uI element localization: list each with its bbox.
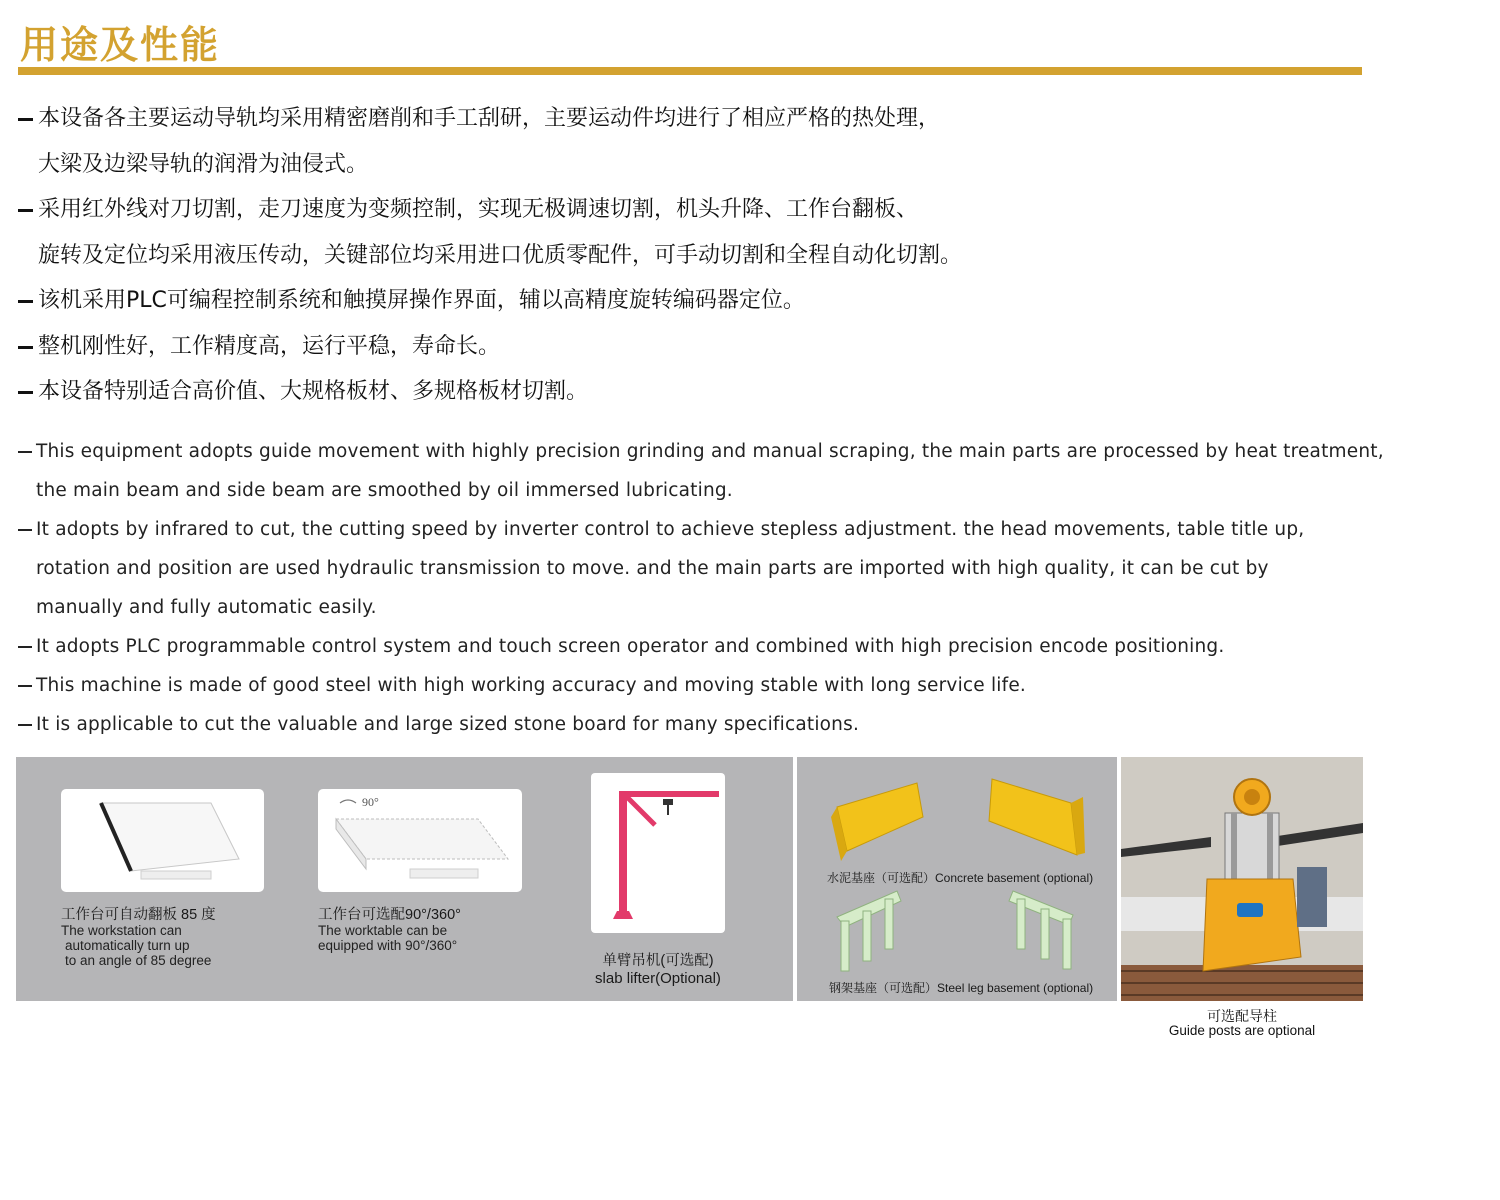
rotate-caption-zh: 工作台可选配90°/360° [318, 907, 461, 923]
feature-en-item [18, 432, 1478, 510]
feature-zh-item [18, 187, 1418, 278]
feature-zh-line: 旋转及定位均采用液压传动，关键部位均采用进口优质零配件，可手动切割和全程自动化切割。 [38, 242, 963, 268]
rotate-angle-label: 90° [362, 795, 379, 809]
tilt-caption-en [61, 923, 211, 968]
feature-en-line: It adopts PLC programmable control system and touch screen operator and combined with high precision encode positioning. [36, 636, 1225, 657]
concrete-basement-caption-en: Concrete basement (optional) [935, 871, 1094, 885]
concrete-basement-illustration [797, 757, 1117, 867]
tilt-caption-zh: 工作台可自动翻板 85 度 [61, 907, 216, 923]
feature-zh-line: 该机采用PLC可编程控制系统和触摸屏操作界面，辅以高精度旋转编码器定位。 [38, 288, 805, 313]
feature-zh-item [18, 278, 1418, 324]
options-panel-worktable [16, 757, 793, 1001]
lifter-caption-en: slab lifter(Optional) [595, 970, 721, 987]
rotate-caption-en [318, 923, 457, 953]
feature-en-item [18, 627, 1478, 666]
tilt-table-illustration [61, 789, 264, 892]
lifter-card [591, 773, 725, 933]
steel-leg-basement-illustration [797, 885, 1117, 975]
concrete-basement-caption-zh: 水泥基座（可选配） [827, 871, 936, 885]
feature-en-item [18, 705, 1478, 744]
steel-basement-caption [829, 979, 1093, 996]
feature-en-line: manually and fully automatic easily. [36, 597, 377, 618]
page-title: 用途及性能 [20, 23, 221, 67]
features-en-list [18, 432, 1478, 744]
options-panel-basement [797, 757, 1117, 1001]
feature-zh-line: 本设备各主要运动导轨均采用精密磨削和手工刮研，主要运动件均进行了相应严格的热处理， [38, 106, 941, 131]
feature-zh-item [18, 369, 1418, 415]
concrete-basement-caption [827, 869, 1093, 886]
steel-basement-caption-zh: 钢架基座（可选配） [829, 981, 938, 995]
rotate-card [318, 789, 522, 892]
feature-en-item [18, 510, 1478, 627]
slab-lifter-illustration [591, 773, 725, 933]
feature-en-line: rotation and position are used hydraulic transmission to move. and the main parts are imported with high quality, it can be cut by [36, 558, 1269, 579]
tilt-caption-en-line: The workstation can [61, 923, 182, 938]
lifter-caption-zh: 单臂吊机(可选配) [602, 953, 714, 969]
feature-en-line: It is applicable to cut the valuable and large sized stone board for many specifications. [36, 714, 860, 735]
feature-zh-item [18, 96, 1418, 187]
feature-en-item [18, 666, 1478, 705]
guide-posts-photo [1121, 757, 1363, 1001]
feature-zh-line: 本设备特别适合高价值、大规格板材、多规格板材切割。 [38, 379, 589, 404]
rotate-caption-en-line: equipped with 90°/360° [318, 938, 458, 953]
feature-en-line: the main beam and side beam are smoothed by oil immersed lubricating. [36, 480, 733, 501]
steel-basement-caption-en: Steel leg basement (optional) [937, 981, 1094, 995]
machine-photo-illustration [1121, 757, 1363, 1001]
tilt-card [61, 789, 264, 892]
feature-en-line: This equipment adopts guide movement with highly precision grinding and manual scraping, the main parts are processed by heat treatment, [36, 441, 1384, 462]
rotate-table-illustration [318, 789, 522, 892]
feature-zh-line: 采用红外线对刀切割，走刀速度为变频控制，实现无极调速切割，机头升降、工作台翻板、 [38, 197, 919, 222]
tilt-caption-en-line: to an angle of 85 degree [65, 953, 212, 968]
feature-zh-line: 整机刚性好，工作精度高，运行平稳，寿命长。 [38, 333, 501, 359]
tilt-caption-en-line: automatically turn up [65, 938, 190, 953]
title-divider [18, 67, 1362, 75]
guide-caption-en: Guide posts are optional [1168, 1023, 1316, 1038]
rotate-caption-en-line: The worktable can be [318, 923, 448, 938]
feature-en-line: It adopts by infrared to cut, the cutting speed by inverter control to achieve stepless adjustment. the head movements, table title up, [36, 519, 1305, 540]
feature-zh-item [18, 324, 1418, 370]
features-zh-list [18, 96, 1418, 415]
feature-en-line: This machine is made of good steel with high working accuracy and moving stable with long service life. [36, 675, 1027, 696]
feature-zh-line: 大梁及边梁导轨的润滑为油侵式。 [38, 151, 369, 177]
guide-caption-zh: 可选配导柱 [1207, 1008, 1277, 1024]
